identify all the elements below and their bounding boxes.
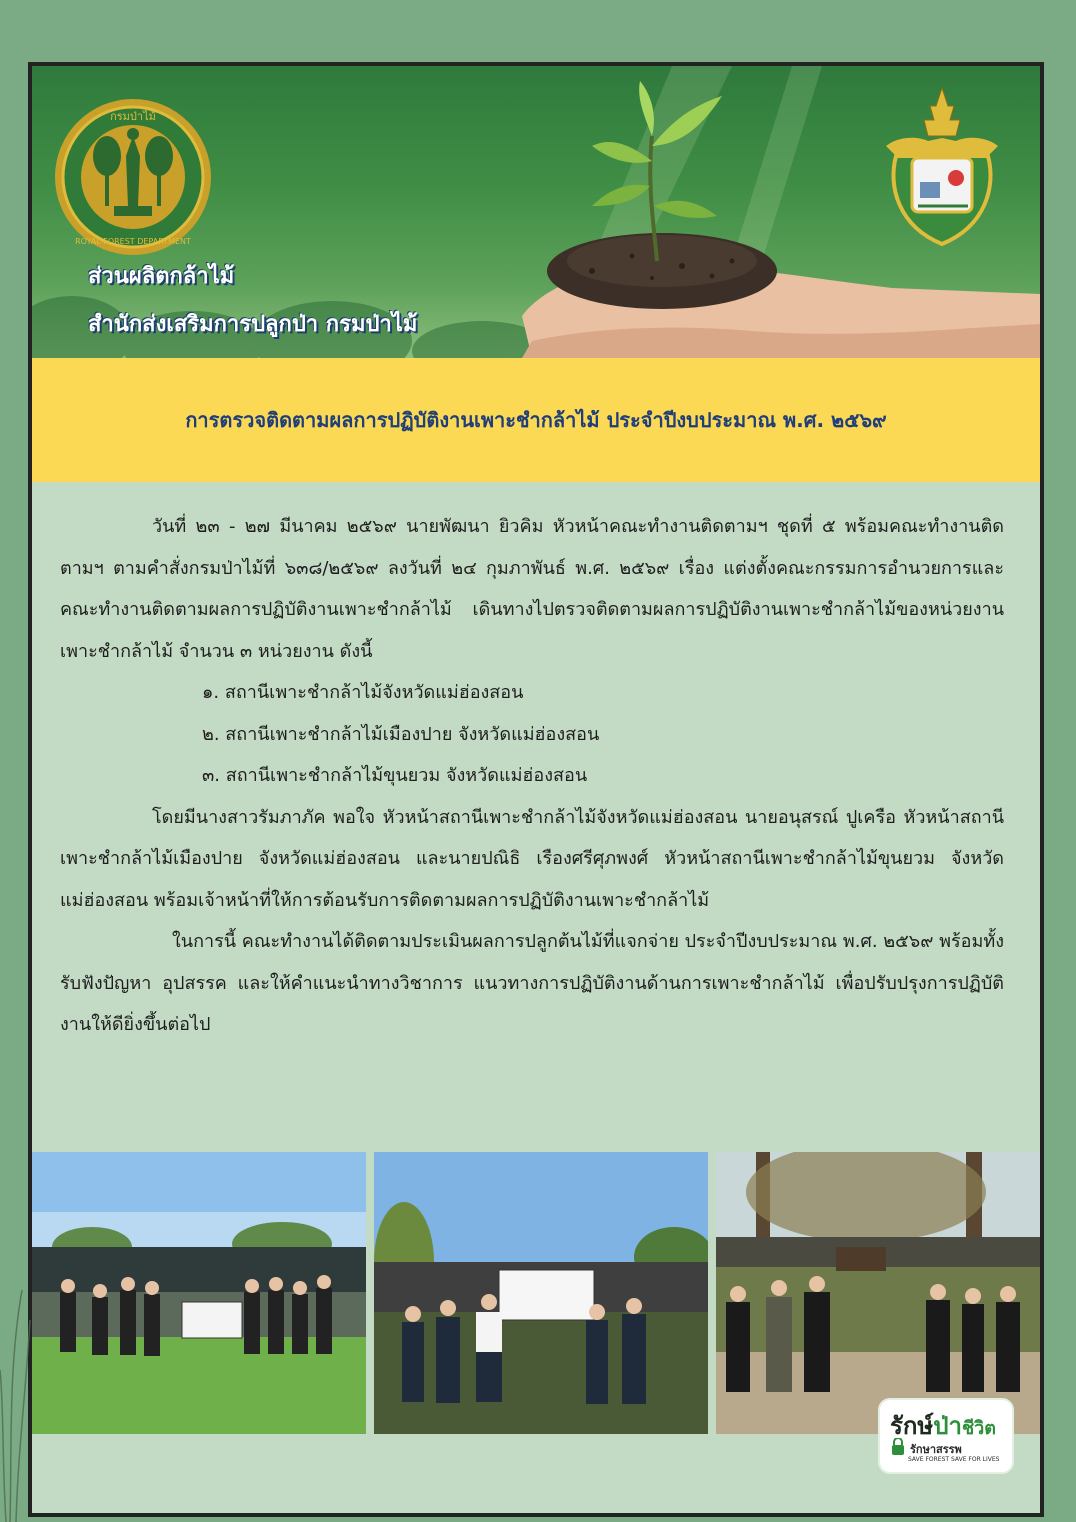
paragraph-2: โดยมีนางสาวรัมภาภัค พอใจ หัวหน้าสถานีเพาะชำกล้าไม้จังหวัดแม่ฮ่องสอน นายอนุสรณ์ ปูเครือ หัวหน้าสถานีเพาะชำกล้าไม้เมืองปาย จังหวัดแม่ฮ่องสอน และนายปณิธิ เรืองศรีศุภพงศ์ หัวหน้าสถานีเพาะชำกล้าไม้ขุนยวม จังหวัดแม่ฮ่องสอน พร้อมเจ้าหน้าที่ให้การต้อนรับการติดตามผลการปฏิบัติงานเพาะชำกล้าไม้ [60, 806, 1004, 911]
header-banner [32, 66, 1040, 358]
article-body [60, 506, 1004, 1046]
department-crest-icon [878, 86, 1006, 251]
badge-word-3: ชีวิต [961, 1418, 996, 1439]
unit-name: ส่วนผลิตกล้าไม้ [88, 264, 235, 289]
badge-english: SAVE FOREST SAVE FOR LIVES [908, 1456, 1000, 1463]
badge-word-1: รักษ์ [890, 1412, 934, 1440]
seal-bottom-text: ROYAL FOREST DEPARTMENT [75, 237, 191, 246]
lock-icon [890, 1438, 906, 1456]
group-photo-nursery-2 [374, 1152, 708, 1434]
badge-word-2: ป่า [933, 1412, 962, 1440]
office-name: สำนักส่งเสริมการปลูกป่า กรมป่าไม้ [88, 312, 418, 337]
save-forest-badge [880, 1400, 1012, 1472]
grass-decoration-icon [0, 1150, 40, 1522]
group-photo-nursery-3 [716, 1152, 1040, 1434]
royal-forest-department-seal-icon [52, 96, 214, 258]
list-item: ๑. สถานีเพาะชำกล้าไม้จังหวัดแม่ฮ่องสอน [202, 682, 524, 703]
poster-frame [28, 62, 1044, 1517]
paragraph-3: ในการนี้ คณะทำงานได้ติดตามประเมินผลการปลูกต้นไม้ที่แจกจ่าย ประจำปีงบประมาณ พ.ศ. ๒๕๖๙ พร้อมทั้งรับฟังปัญหา อุปสรรค และให้คำแนะนำทางวิชาการ แนวทางการปฏิบัติงานด้านการเพาะชำกล้าไม้ เพื่อปรับปรุงการปฏิบัติงานให้ดียิ่งขึ้นต่อไป [60, 931, 1004, 1035]
paragraph-1: วันที่ ๒๓ - ๒๗ มีนาคม ๒๕๖๙ นายพัฒนา ยิวคิม หัวหน้าคณะทำงานติดตามฯ ชุดที่ ๕ พร้อมคณะทำงานติดตามฯ ตามคำสั่งกรมป่าไม้ที่ ๖๓๘/๒๕๖๙ ลงวันที่ ๒๔ กุมภาพันธ์ พ.ศ. ๒๕๖๙ เรื่อง แต่งตั้งคณะกรรมการอำนวยการและคณะทำงานติดตามผลการปฏิบัติงานเพาะชำกล้าไม้ เดินทางไปตรวจติดตามผลการปฏิบัติงานเพาะชำกล้าไม้ของหน่วยงานเพาะชำกล้าไม้ จำนวน ๓ หน่วยงาน ดังนี้ [60, 516, 1004, 662]
group-photo-nursery-1 [32, 1152, 366, 1434]
page-title: การตรวจติดตามผลการปฏิบัติงานเพาะชำกล้าไม้ ประจำปีงบประมาณ พ.ศ. ๒๕๖๙ [185, 408, 887, 432]
title-bar [32, 358, 1040, 482]
photo-strip [32, 1152, 1040, 1434]
list-item: ๓. สถานีเพาะชำกล้าไม้ขุนยวม จังหวัดแม่ฮ่องสอน [202, 765, 588, 786]
list-item: ๒. สถานีเพาะชำกล้าไม้เมืองปาย จังหวัดแม่ฮ่องสอน [202, 723, 600, 745]
seal-top-text: กรมป่าไม้ [110, 110, 156, 123]
badge-subtitle: รักษาสรรพ [910, 1443, 962, 1456]
